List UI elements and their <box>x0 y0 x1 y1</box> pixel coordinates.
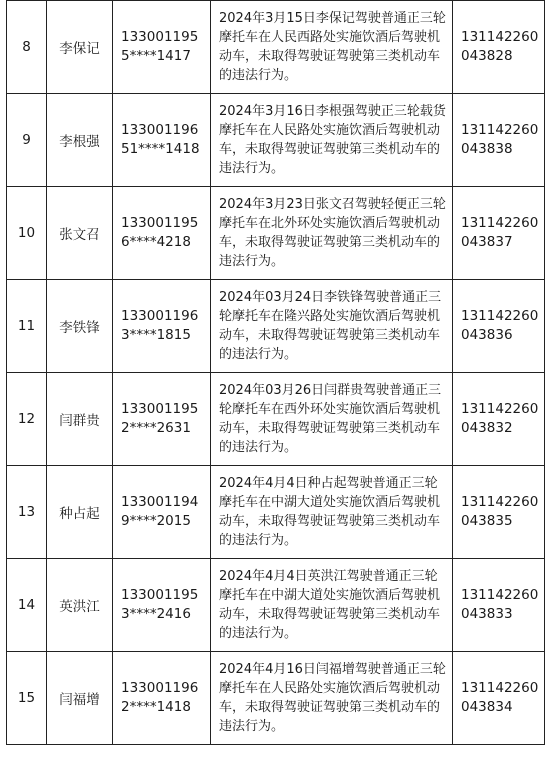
document-number-line1: 131142260 <box>461 494 539 510</box>
person-name: 闫福增 <box>47 652 113 745</box>
document-number-line2: 043833 <box>461 606 513 622</box>
id-number-line2: 51****1418 <box>121 141 200 157</box>
id-number-line1: 133001195 <box>121 215 199 231</box>
table-row <box>7 652 545 745</box>
document-number-line1: 131142260 <box>461 122 539 138</box>
id-number-line2: 3****1815 <box>121 327 191 343</box>
id-number-line2: 2****1418 <box>121 699 191 715</box>
person-name: 李铁锋 <box>47 280 113 373</box>
violation-description: 2024年4月4日种占起驾驶普通正三轮摩托车在中湖大道处实施饮酒后驾驶机动车，未取得驾驶证驾驶第三类机动车的违法行为。 <box>211 466 453 559</box>
id-number <box>113 559 211 652</box>
document-number-line1: 131142260 <box>461 308 539 324</box>
document-number-line1: 131142260 <box>461 29 539 45</box>
id-number-line1: 133001196 <box>121 680 199 696</box>
row-number: 10 <box>7 187 47 280</box>
violation-description: 2024年3月16日李根强驾驶正三轮载货摩托车在人民路处实施饮酒后驾驶机动车，未取得驾驶证驾驶第三类机动车的违法行为。 <box>211 94 453 187</box>
id-number <box>113 280 211 373</box>
document-number <box>453 187 545 280</box>
id-number-line2: 9****2015 <box>121 513 191 529</box>
id-number-line1: 133001196 <box>121 308 199 324</box>
id-number <box>113 373 211 466</box>
person-name: 张文召 <box>47 187 113 280</box>
id-number-line1: 133001195 <box>121 587 199 603</box>
document-number <box>453 652 545 745</box>
id-number-line1: 133001196 <box>121 122 199 138</box>
row-number: 14 <box>7 559 47 652</box>
document-number-line2: 043832 <box>461 420 513 436</box>
document-number <box>453 466 545 559</box>
table-row <box>7 94 545 187</box>
table-row <box>7 280 545 373</box>
document-number-line2: 043835 <box>461 513 513 529</box>
id-number-line1: 133001195 <box>121 401 199 417</box>
violation-description: 2024年03月24日李铁锋驾驶普通正三轮摩托车在隆兴路处实施饮酒后驾驶机动车，未取得驾驶证驾驶第三类机动车的违法行为。 <box>211 280 453 373</box>
id-number <box>113 1 211 94</box>
document-number-line1: 131142260 <box>461 401 539 417</box>
document-number <box>453 94 545 187</box>
document-number-line2: 043834 <box>461 699 513 715</box>
id-number-line2: 6****4218 <box>121 234 191 250</box>
violation-table <box>6 0 545 745</box>
violation-description: 2024年4月4日英洪江驾驶普通正三轮摩托车在中湖大道处实施饮酒后驾驶机动车，未取得驾驶证驾驶第三类机动车的违法行为。 <box>211 559 453 652</box>
id-number-line1: 133001195 <box>121 29 199 45</box>
id-number <box>113 466 211 559</box>
violation-description: 2024年3月23日张文召驾驶轻便正三轮摩托车在北外环处实施饮酒后驾驶机动车，未取得驾驶证驾驶第三类机动车的违法行为。 <box>211 187 453 280</box>
person-name: 李根强 <box>47 94 113 187</box>
table-row <box>7 466 545 559</box>
id-number <box>113 652 211 745</box>
id-number-line1: 133001194 <box>121 494 199 510</box>
table-row <box>7 1 545 94</box>
document-number-line2: 043838 <box>461 141 513 157</box>
person-name: 李保记 <box>47 1 113 94</box>
id-number-line2: 2****2631 <box>121 420 191 436</box>
id-number <box>113 187 211 280</box>
table-row <box>7 373 545 466</box>
row-number: 11 <box>7 280 47 373</box>
id-number <box>113 94 211 187</box>
table-row <box>7 559 545 652</box>
row-number: 9 <box>7 94 47 187</box>
document-number-line1: 131142260 <box>461 215 539 231</box>
document-number <box>453 373 545 466</box>
row-number: 15 <box>7 652 47 745</box>
row-number: 8 <box>7 1 47 94</box>
document-number-line1: 131142260 <box>461 587 539 603</box>
document-number <box>453 559 545 652</box>
document-number-line2: 043837 <box>461 234 513 250</box>
document-number <box>453 280 545 373</box>
table-row <box>7 187 545 280</box>
row-number: 13 <box>7 466 47 559</box>
document-number-line1: 131142260 <box>461 680 539 696</box>
violation-description: 2024年3月15日李保记驾驶普通正三轮摩托车在人民西路处实施饮酒后驾驶机动车，未取得驾驶证驾驶第三类机动车的违法行为。 <box>211 1 453 94</box>
violation-description: 2024年03月26日闫群贵驾驶普通正三轮摩托车在西外环处实施饮酒后驾驶机动车，未取得驾驶证驾驶第三类机动车的违法行为。 <box>211 373 453 466</box>
violation-description: 2024年4月16日闫福增驾驶普通正三轮摩托车在人民路处实施饮酒后驾驶机动车，未取得驾驶证驾驶第三类机动车的违法行为。 <box>211 652 453 745</box>
document-number-line2: 043828 <box>461 48 513 64</box>
document-number-line2: 043836 <box>461 327 513 343</box>
row-number: 12 <box>7 373 47 466</box>
id-number-line2: 3****2416 <box>121 606 191 622</box>
person-name: 英洪江 <box>47 559 113 652</box>
person-name: 闫群贵 <box>47 373 113 466</box>
person-name: 种占起 <box>47 466 113 559</box>
document-number <box>453 1 545 94</box>
id-number-line2: 5****1417 <box>121 48 191 64</box>
